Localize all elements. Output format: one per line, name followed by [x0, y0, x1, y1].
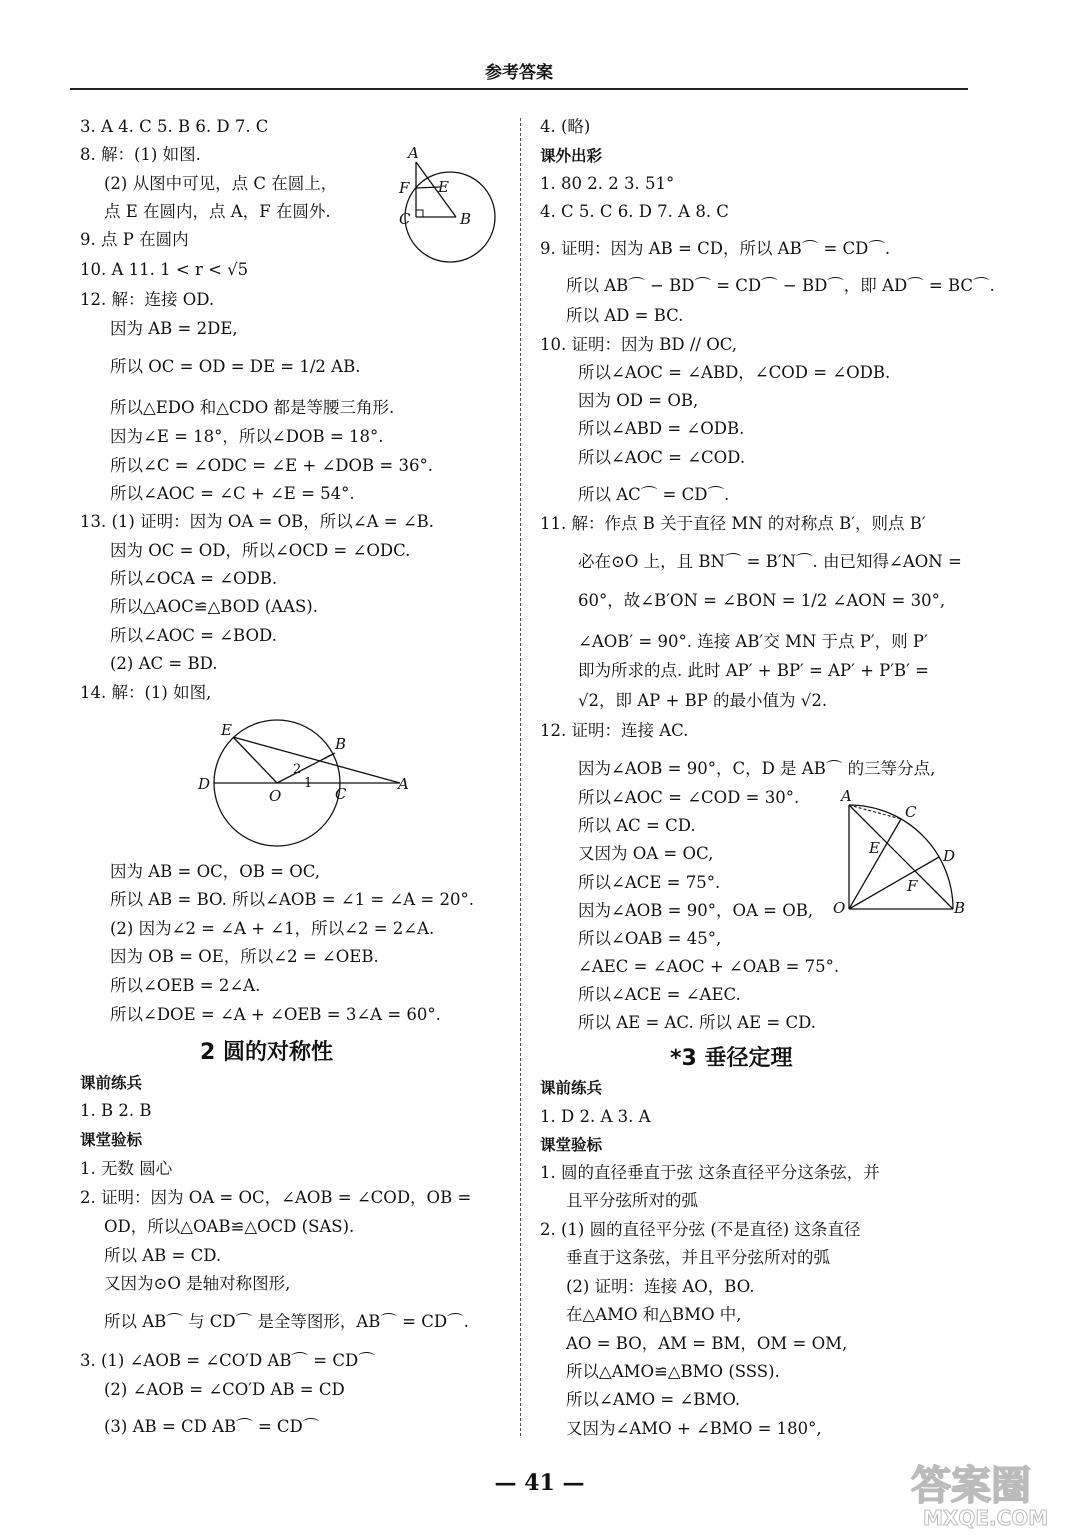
- answer-line: 即为所求的点. 此时 AP′ + BP′ = AP′ + P′B′ =: [578, 661, 929, 680]
- page-number: — 41 —: [494, 1470, 585, 1496]
- answer-line: (2) 从图中可见，点 C 在圆上，: [104, 174, 338, 193]
- answer-line: 所以∠AMO = ∠BMO.: [566, 1390, 741, 1409]
- section-title: *3 垂径定理: [670, 1046, 793, 1071]
- fig12-label-b: B: [954, 899, 966, 915]
- answer-line: 12. 解：连接 OD.: [80, 290, 215, 309]
- fig8-label-e: E: [438, 178, 449, 196]
- fig14-label-a: A: [398, 775, 409, 793]
- fig14-label-b: B: [335, 735, 347, 753]
- answer-line: 12. 证明：连接 AC.: [540, 721, 689, 740]
- answer-line: AO = BO，AM = BM，OM = OM,: [566, 1334, 848, 1353]
- answer-line: 所以 AE = AC. 所以 AE = CD.: [578, 1013, 816, 1032]
- fig8-label-c: C: [399, 210, 411, 228]
- answer-line: 所以∠AOC = ∠C + ∠E = 54°.: [110, 484, 355, 503]
- answer-line: 4. (略): [540, 117, 591, 136]
- answer-line: (2) 因为∠2 = ∠A + ∠1，所以∠2 = 2∠A.: [110, 919, 435, 938]
- fig12-label-a: A: [841, 787, 852, 805]
- answer-line: 所以∠ACE = 75°.: [578, 873, 721, 892]
- figure-q12: [832, 785, 972, 915]
- subsection-heading: 课外出彩: [540, 147, 603, 165]
- answer-line: 所以 AC = CD.: [578, 816, 696, 835]
- answer-line: 3. A 4. C 5. B 6. D 7. C: [80, 117, 269, 136]
- answer-line: 3. (1) ∠AOB = ∠CO′D AB⌒ = CD⌒: [80, 1351, 375, 1370]
- answer-line: 因为∠AOB = 90°，OA = OB,: [578, 901, 814, 920]
- answer-line: 因为∠E = 18°，所以∠DOB = 18°.: [110, 427, 384, 446]
- answer-line: 所以△AOC≌△BOD (AAS).: [110, 597, 318, 616]
- answer-line: 9. 证明：因为 AB = CD，所以 AB⌒ = CD⌒.: [540, 239, 891, 258]
- fig12-label-d: D: [943, 847, 956, 865]
- subsection-heading: 课堂验标: [540, 1136, 603, 1154]
- answer-line: ∠AEC = ∠AOC + ∠OAB = 75°.: [578, 957, 840, 976]
- fig12-label-c: C: [905, 803, 917, 821]
- svg-text:MXQE.COM: MXQE.COM: [923, 1506, 1049, 1530]
- watermark-logo: [905, 1455, 1070, 1530]
- answer-line: 所以 AB⌒ − BD⌒ = CD⌒ − BD⌒，即 AD⌒ = BC⌒.: [566, 276, 995, 295]
- answer-line: 所以∠C = ∠ODC = ∠E + ∠DOB = 36°.: [110, 456, 433, 475]
- answer-line: 必在⊙O 上，且 BN⌒ = B′N⌒. 由已知得∠AON =: [578, 552, 962, 571]
- answer-line: 因为 OB = OE，所以∠2 = ∠OEB.: [110, 947, 379, 966]
- fig12-label-o: O: [833, 899, 846, 915]
- answer-line: 4. C 5. C 6. D 7. A 8. C: [540, 202, 729, 221]
- answer-line: 所以∠AOC = ∠ABD，∠COD = ∠ODB.: [578, 363, 891, 382]
- answer-line: 所以△AMO≌△BMO (SSS).: [566, 1362, 780, 1381]
- answer-line: 在△AMO 和△BMO 中,: [566, 1305, 742, 1324]
- answer-line: 因为 AB = OC，OB = OC,: [110, 862, 321, 881]
- fig14-label-c: C: [335, 785, 347, 803]
- subsection-heading: 课前练兵: [80, 1074, 143, 1092]
- answer-line: 8. 解：(1) 如图.: [80, 145, 201, 164]
- subsection-heading: 课前练兵: [540, 1079, 603, 1097]
- answer-line: 所以∠DOE = ∠A + ∠OEB = 3∠A = 60°.: [110, 1005, 441, 1024]
- answer-line: 所以 AB⌒ 与 CD⌒ 是全等图形，AB⌒ = CD⌒.: [104, 1312, 469, 1331]
- column-divider: [520, 118, 521, 1436]
- answer-line: 9. 点 P 在圆内: [80, 230, 189, 249]
- answer-line: 所以∠OAB = 45°,: [578, 929, 722, 948]
- answer-line: 所以 OC = OD = DE = 1/2 AB.: [110, 357, 361, 376]
- answer-line: 10. A 11. 1 < r < √5: [80, 260, 249, 279]
- fig8-label-b: B: [460, 210, 472, 228]
- answer-line: 因为 OD = OB,: [578, 391, 699, 410]
- answer-line: 13. (1) 证明：因为 OA = OB，所以∠A = ∠B.: [80, 512, 435, 531]
- answer-line: 因为 OC = OD，所以∠OCD = ∠ODC.: [110, 541, 411, 560]
- answer-line: 点 E 在圆内，点 A，F 在圆外.: [104, 202, 331, 221]
- answer-line: 所以∠AOC = ∠COD.: [578, 448, 746, 467]
- answer-line: 所以∠OEB = 2∠A.: [110, 976, 261, 995]
- answer-line: 11. 解：作点 B 关于直径 MN 的对称点 B′，则点 B′: [540, 514, 926, 533]
- answer-line: 因为∠AOB = 90°，C，D 是 AB⌒ 的三等分点,: [578, 759, 936, 778]
- answer-line: 又因为⊙O 是轴对称图形,: [104, 1274, 291, 1293]
- answer-line: 1. 无数 圆心: [80, 1159, 173, 1178]
- answer-line: 所以∠AOC = ∠BOD.: [110, 626, 277, 645]
- figure-q8: [388, 140, 513, 265]
- answer-line: 垂直于这条弦，并且平分弦所对的弧: [566, 1248, 830, 1267]
- answer-line: 所以 AD = BC.: [566, 306, 684, 325]
- answer-line: (2) AC = BD.: [110, 654, 218, 673]
- answer-line: 所以 AC⌒ = CD⌒.: [578, 485, 730, 504]
- answer-line: 60°，故∠B′ON = ∠BON = 1/2 ∠AON = 30°,: [578, 591, 946, 610]
- fig14-label-e: E: [221, 721, 232, 739]
- answer-line: OD，所以△OAB≌△OCD (SAS).: [104, 1217, 355, 1236]
- fig12-label-f: F: [907, 877, 918, 895]
- answer-line: (2) ∠AOB = ∠CO′D AB = CD: [104, 1380, 345, 1399]
- fig14-angle-1: 1: [304, 776, 313, 791]
- answer-line: 又因为 OA = OC,: [578, 844, 714, 863]
- fig8-label-a: A: [408, 144, 419, 162]
- fig14-label-o: O: [269, 787, 282, 805]
- answer-line: 14. 解：(1) 如图,: [80, 683, 212, 702]
- answer-line: 1. D 2. A 3. A: [540, 1107, 651, 1126]
- figure-q14: [195, 715, 420, 857]
- answer-line: √2，即 AP + BP 的最小值为 √2.: [578, 691, 828, 710]
- answer-line: 所以∠ACE = ∠AEC.: [578, 985, 741, 1004]
- svg-text:答案圈: 答案圈: [911, 1463, 1031, 1509]
- answer-line: 2. (1) 圆的直径平分弦 (不是直径) 这条直径: [540, 1220, 861, 1239]
- answer-line: (2) 证明：连接 AO，BO.: [566, 1277, 755, 1296]
- answer-line: ∠AOB′ = 90°. 连接 AB′交 MN 于点 P′，则 P′: [578, 632, 928, 651]
- answer-line: (3) AB = CD AB⌒ = CD⌒: [104, 1417, 320, 1436]
- fig14-label-d: D: [198, 775, 211, 793]
- answer-line: 且平分弦所对的弧: [566, 1191, 698, 1210]
- fig14-angle-2: 2: [293, 762, 302, 777]
- answer-line: 因为 AB = 2DE,: [110, 319, 238, 338]
- answer-line: 所以∠ABD = ∠ODB.: [578, 419, 745, 438]
- answer-line: 所以∠OCA = ∠ODB.: [110, 569, 278, 588]
- answer-line: 所以∠AOC = ∠COD = 30°.: [578, 788, 800, 807]
- answer-line: 1. B 2. B: [80, 1101, 152, 1120]
- subsection-heading: 课堂验标: [80, 1131, 143, 1149]
- header-rule: [70, 88, 968, 90]
- page-header: 参考答案: [485, 63, 553, 83]
- answer-line: 又因为∠AMO + ∠BMO = 180°,: [566, 1419, 822, 1438]
- answer-line: 所以 AB = CD.: [104, 1246, 222, 1265]
- answer-line: 1. 80 2. 2 3. 51°: [540, 174, 675, 193]
- answer-line: 所以 AB = BO. 所以∠AOB = ∠1 = ∠A = 20°.: [110, 890, 474, 909]
- answer-line: 1. 圆的直径垂直于弦 这条直径平分这条弦，并: [540, 1163, 880, 1182]
- answer-line: 2. 证明：因为 OA = OC，∠AOB = ∠COD，OB =: [80, 1188, 472, 1207]
- fig8-label-f: F: [399, 179, 410, 197]
- answer-line: 所以△EDO 和△CDO 都是等腰三角形.: [110, 398, 395, 417]
- section-title: 2 圆的对称性: [200, 1040, 333, 1065]
- fig12-label-e: E: [869, 839, 880, 857]
- answer-line: 10. 证明：因为 BD // OC,: [540, 335, 738, 354]
